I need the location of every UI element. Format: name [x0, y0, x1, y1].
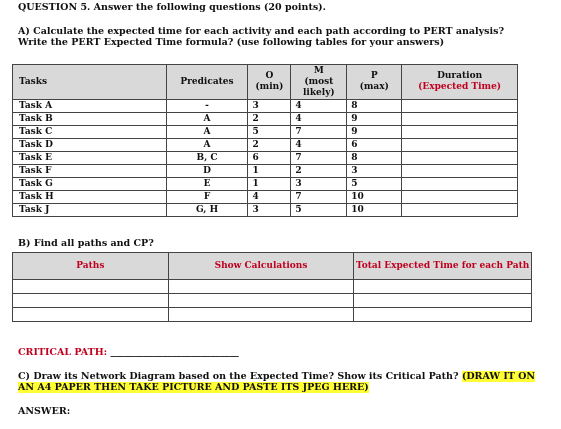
pert-table-header: [13, 65, 518, 100]
task-m: 7: [291, 126, 347, 139]
task-p: 3: [347, 165, 402, 178]
task-predicate: A: [166, 139, 248, 152]
total-cell[interactable]: [354, 294, 532, 308]
total-cell[interactable]: [354, 280, 532, 294]
task-duration-cell[interactable]: [402, 126, 518, 139]
task-m: 3: [291, 178, 347, 191]
task-duration-cell[interactable]: [402, 204, 518, 217]
task-predicate: A: [166, 113, 248, 126]
task-duration-cell[interactable]: [402, 100, 518, 113]
header-m-letter: M: [313, 65, 324, 76]
table-row: [13, 294, 532, 308]
table-row: [13, 139, 518, 152]
task-name: Task H: [13, 191, 167, 204]
table-row: [13, 204, 518, 217]
task-o: 5: [248, 126, 291, 139]
calc-cell[interactable]: [168, 308, 354, 322]
task-p: 5: [347, 178, 402, 191]
task-o: 3: [248, 100, 291, 113]
table-row: [13, 178, 518, 191]
part-c-line1: [18, 371, 535, 382]
task-predicate: A: [166, 126, 248, 139]
task-predicate: D: [166, 165, 248, 178]
header-p-sub: (max): [359, 82, 389, 92]
critical-path-label: CRITICAL PATH:: [18, 347, 108, 358]
task-o: 1: [248, 178, 291, 191]
question-title: QUESTION 5. Answer the following questions (20 points).: [18, 2, 326, 13]
task-o: 1: [248, 165, 291, 178]
calc-cell[interactable]: [168, 294, 354, 308]
task-name: Task F: [13, 165, 167, 178]
table-row: [13, 126, 518, 139]
header-duration-sub: (Expected Time): [418, 82, 502, 92]
header-o-sub: (min): [255, 82, 284, 92]
task-o: 2: [248, 139, 291, 152]
paths-table: [12, 252, 532, 322]
header-m: [291, 65, 347, 100]
header-total-expected: Total Expected Time for each Path: [354, 253, 532, 280]
task-duration-cell[interactable]: [402, 165, 518, 178]
total-cell[interactable]: [354, 308, 532, 322]
task-m: 4: [291, 100, 347, 113]
header-p: [347, 65, 402, 100]
task-name: Task C: [13, 126, 167, 139]
task-p: 6: [347, 139, 402, 152]
task-predicate: F: [166, 191, 248, 204]
task-predicate: -: [166, 100, 248, 113]
task-o: 6: [248, 152, 291, 165]
answer-label: ANSWER:: [18, 406, 71, 417]
task-duration-cell[interactable]: [402, 139, 518, 152]
task-predicate: E: [166, 178, 248, 191]
task-duration-cell[interactable]: [402, 191, 518, 204]
task-m: 7: [291, 152, 347, 165]
part-c-highlight-1: (DRAW IT ON: [461, 371, 536, 382]
task-name: Task B: [13, 113, 167, 126]
header-calculations: Show Calculations: [168, 253, 354, 280]
task-name: Task E: [13, 152, 167, 165]
task-o: 4: [248, 191, 291, 204]
pert-table: [12, 64, 518, 217]
part-a-line1: A) Calculate the expected time for each activity and each path according to PERT analysis?: [18, 26, 505, 37]
task-name: Task J: [13, 204, 167, 217]
task-m: 7: [291, 191, 347, 204]
header-p-letter: P: [370, 71, 378, 81]
header-predicates: Predicates: [166, 65, 248, 100]
header-o: [248, 65, 291, 100]
table-row: [13, 152, 518, 165]
task-m: 4: [291, 139, 347, 152]
part-c-line2: [18, 382, 369, 393]
task-duration-cell[interactable]: [402, 178, 518, 191]
header-paths: Paths: [13, 253, 169, 280]
header-o-letter: O: [265, 71, 274, 81]
part-c-highlight-2: AN A4 PAPER THEN TAKE PICTURE AND PASTE ITS JPEG HERE): [18, 382, 369, 393]
task-name: Task A: [13, 100, 167, 113]
header-duration: [402, 65, 518, 100]
table-row: [13, 191, 518, 204]
task-predicate: G, H: [166, 204, 248, 217]
table-row: [13, 280, 532, 294]
task-m: 4: [291, 113, 347, 126]
header-tasks: Tasks: [13, 65, 167, 100]
table-row: [13, 100, 518, 113]
task-p: 9: [347, 113, 402, 126]
critical-path-blank[interactable]: ___________________________: [110, 347, 239, 358]
path-cell[interactable]: [13, 280, 169, 294]
task-p: 8: [347, 100, 402, 113]
table-row: [13, 165, 518, 178]
task-duration-cell[interactable]: [402, 152, 518, 165]
calc-cell[interactable]: [168, 280, 354, 294]
task-p: 9: [347, 126, 402, 139]
task-name: Task D: [13, 139, 167, 152]
part-b-label: B) Find all paths and CP?: [18, 238, 154, 249]
task-p: 10: [347, 191, 402, 204]
task-predicate: B, C: [166, 152, 248, 165]
task-duration-cell[interactable]: [402, 113, 518, 126]
part-c-text: C) Draw its Network Diagram based on the Expected Time? Show its Critical Path?: [18, 371, 459, 382]
table-row: [13, 308, 532, 322]
critical-path-line: [18, 347, 239, 358]
task-m: 5: [291, 204, 347, 217]
task-p: 8: [347, 152, 402, 165]
task-o: 3: [248, 204, 291, 217]
task-p: 10: [347, 204, 402, 217]
header-m-sub: (most likely): [302, 76, 335, 98]
task-m: 2: [291, 165, 347, 178]
task-name: Task G: [13, 178, 167, 191]
table-row: [13, 113, 518, 126]
task-o: 2: [248, 113, 291, 126]
part-a-line2: Write the PERT Expected Time formula? (use following tables for your answers): [18, 37, 445, 48]
paths-table-header: [13, 253, 532, 280]
path-cell[interactable]: [13, 294, 169, 308]
header-duration-label: Duration: [437, 71, 483, 81]
path-cell[interactable]: [13, 308, 169, 322]
